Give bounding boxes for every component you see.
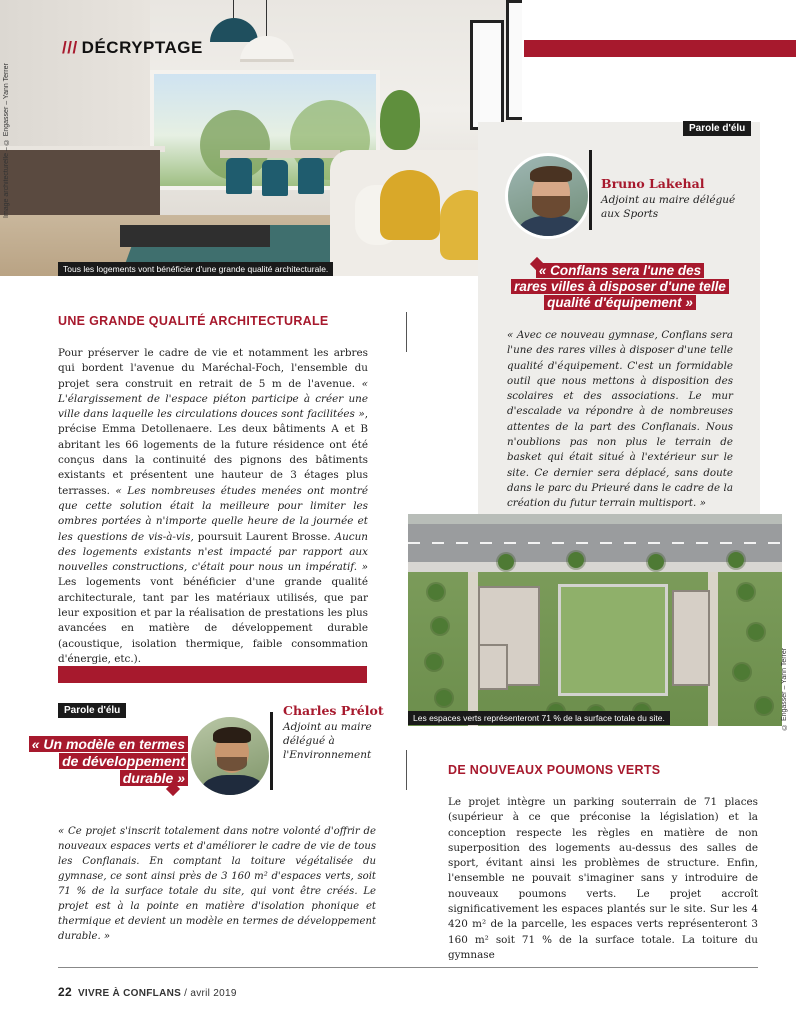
- quote-run: « L'élargissement de l'espace piéton participe à créer une ville dans laquelle les circulations douces sont facilitées »: [58, 377, 368, 421]
- issue-date: / avril 2019: [181, 988, 237, 999]
- mid-red-bar: [58, 666, 367, 683]
- heading-green-spaces: DE NOUVEAUX POUMONS VERTS: [448, 763, 661, 777]
- role-charles: Adjoint au maire délégué à l'Environnement: [283, 721, 372, 761]
- heading-architecture: UNE GRANDE QUALITÉ ARCHITECTURALE: [58, 314, 329, 328]
- quote-run: « Les nombreuses études menées ont montré que cette solution était la meilleure pour limiter les ombres portées à n'importe quelle heure de la journée et les questions de vis-à-vis,: [58, 484, 368, 543]
- pull-quote-line: « Conflans sera l'une des: [536, 263, 704, 278]
- name-divider-bruno: [589, 150, 592, 230]
- name-divider-charles: [270, 712, 273, 790]
- aerial-caption: Les espaces verts représenteront 71 % de la surface totale du site.: [408, 711, 670, 725]
- pull-quote-line: durable »: [120, 770, 188, 786]
- text-run: Pour préserver le cadre de vie et notamment les arbres qui bordent l'avenue du Maréchal-Foch, l'ensemble du projet sera construit en retrait de 5 m de l'avenue.: [58, 347, 368, 390]
- parole-tag-charles: Parole d'élu: [58, 703, 126, 718]
- avatar-charles: [188, 714, 272, 798]
- page-number: 22: [58, 985, 72, 999]
- aerial-plan-image: [408, 514, 782, 726]
- column-divider: [406, 312, 407, 352]
- pull-quote-line: qualité d'équipement »: [544, 295, 696, 310]
- quote-run: Aucun des logements existants n'est impacté par rapport aux nouvelles constructions, c'était pour nous un impératif. »: [58, 530, 368, 574]
- avatar-bruno: [505, 153, 591, 239]
- text-run: , précise Emma Detollenaere. Les deux bâtiments A et B abritant les 66 logements de la future résidence ont été conçus dans la continuité des pignons des bâtiments existants et présentent une hauteur de 3 étages plus terrasses.: [58, 408, 368, 497]
- text-run: poursuit Laurent Brosse.: [193, 530, 335, 543]
- column-divider: [406, 750, 407, 790]
- footer-rule: [58, 967, 758, 968]
- quote-body-charles: « Ce projet s'inscrit totalement dans notre volonté d'offrir de nouveaux espaces verts et d'améliorer le cadre de vie de tous les Conflanais. En comptant la toiture végétalisée du gymnase, ce sont ainsi près de 3 160 m² d'espaces verts, soit 71 % de la surface totale du site, qui vont être créés. Le projet est à la pointe en matière d'isolation phonique et thermique et devient un modèle en termes de développement durable. »: [58, 826, 376, 942]
- aerial-credit: © Engasser – Yann Terrer: [781, 647, 788, 730]
- pull-quote-line: rares villes à disposer d'une telle: [511, 279, 729, 294]
- article-architecture-text: [58, 346, 368, 667]
- footer: [58, 985, 237, 999]
- quote-body-bruno: « Avec ce nouveau gymnase, Conflans sera l'une des rares villes à disposer d'une telle qualité d'équipement. C'est un formidable outil que nous mettons à disposition des scolaires et des associations. Le mur d'escalade va répondre à de nombreuses attentes de la part des Conflanais. Nous n'oublions pas non plus le terrain de basket qui était situé à l'extérieur sur le site. Ce dernier sera déplacé, sans doute dans le parc du Prieuré dans le cadre de la création du futur terrain multisport. »: [507, 329, 733, 510]
- section-slashes: ///: [62, 38, 78, 57]
- name-bruno: Bruno Lakehal: [601, 176, 705, 191]
- section-label: DÉCRYPTAGE: [81, 38, 203, 57]
- parole-tag-bruno: Parole d'élu: [683, 121, 751, 136]
- pull-quote-line: de développement: [59, 753, 188, 769]
- photo-credit: Image architecturelle – © Engasser – Yann Terrer: [3, 63, 10, 218]
- magazine-name: VIVRE À CONFLANS: [77, 988, 182, 999]
- pull-quote-line: « Un modèle en termes: [29, 736, 188, 752]
- pull-quote-charles: [28, 736, 188, 787]
- role-bruno: Adjoint au maire délégué aux Sports: [601, 194, 736, 220]
- top-red-bar: [524, 40, 796, 57]
- pull-quote-bruno: [507, 263, 733, 311]
- section-title: [62, 38, 203, 58]
- hero-caption: Tous les logements vont bénéficier d'une grande qualité architecturale.: [58, 262, 333, 276]
- article-green-spaces-text: Le projet intègre un parking souterrain de 71 places (supérieur à ce que préconise la législation) et la conception respecte les règles en matière de non superposition des logements au-dessus des salles de sport, évitant ainsi les problèmes de structure. Enfin, l'ensemble ne pouvait s'imaginer sans y introduire de nouveaux poumons verts. Le projet accroît significativement les espaces plantés sur le site. Sur les 4 420 m² de la parcelle, les espaces verts représenteront 3 160 m² soit 71 % de la surface totale. La toiture du gymnase: [448, 796, 758, 961]
- name-charles: Charles Prélot: [283, 703, 384, 718]
- text-run: Les logements vont bénéficier d'une grande qualité architecturale, tant par les matériaux utilisés, que par leur exposition et par la réalisation de prestations les plus avancées en matière de développement durable (acoustique, isolation thermique, faible consommation d'énergie, etc.).: [58, 576, 368, 665]
